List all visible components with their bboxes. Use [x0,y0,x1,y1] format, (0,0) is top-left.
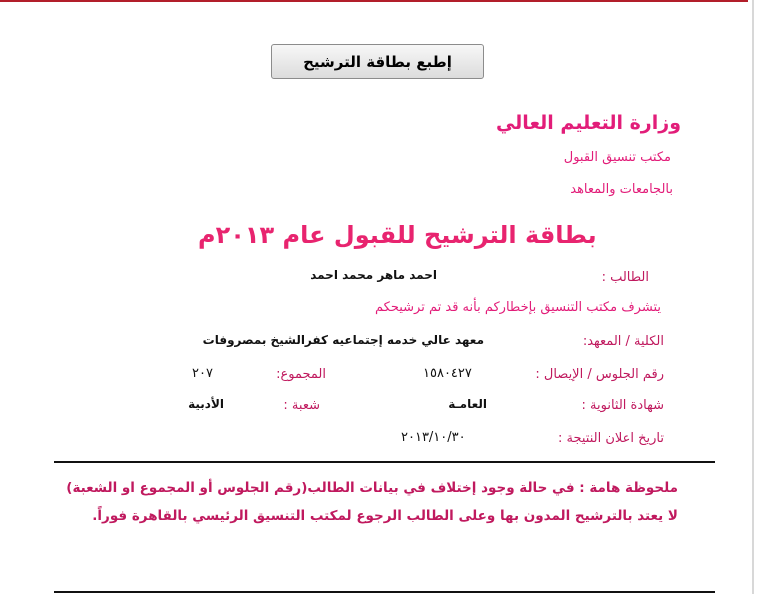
card-title: بطاقة الترشيح للقبول عام ٢٠١٣م [198,221,597,249]
total-value: ٢٠٧ [192,366,213,381]
result-date-label: تاريخ اعلان النتيجة : [557,431,664,446]
institute-value: معهد عالي خدمه إجتماعيه كفرالشيخ بمصروفات [202,333,484,347]
divider-top [54,461,715,463]
certificate-label: شهادة الثانوية : [581,398,664,413]
seat-number-label: رقم الجلوس / الإيصال : [535,367,664,382]
branch-label: شعبة : [283,398,320,413]
divider-bottom [54,591,715,593]
top-border-line [0,0,748,2]
office-name-line1: مكتب تنسيق القبول [563,150,671,165]
student-label: الطالب : [601,270,649,285]
nomination-notice: يتشرف مكتب التنسيق بإخطاركم بأنه قد تم ترشيحكم [375,300,661,315]
ministry-heading: وزارة التعليم العالي [495,112,681,134]
institute-label: الكلية / المعهد: [582,334,664,349]
right-border-line [752,0,754,594]
certificate-value: العامـة [448,397,487,411]
branch-value: الأدبية [188,397,224,411]
office-name-line2: بالجامعات والمعاهد [570,182,673,197]
seat-number-value: ١٥٨٠٤٢٧ [423,366,472,381]
important-note-line2: لا يعتد بالترشيح المدون بها وعلى الطالب الرجوع لمكتب التنسيق الرئيسي بالقاهرة فوراً. [92,508,678,524]
result-date-value: ٢٠١٣/١٠/٣٠ [401,430,466,445]
important-note-line1: ملحوظة هامة : في حالة وجود إختلاف في بيانات الطالب(رقم الجلوس أو المجموع او الشعبة) [66,480,678,496]
print-card-button[interactable]: إطبع بطاقة الترشيح [271,44,484,79]
total-label: المجموع: [276,367,326,382]
student-name: احمد ماهر محمد احمد [310,268,437,282]
